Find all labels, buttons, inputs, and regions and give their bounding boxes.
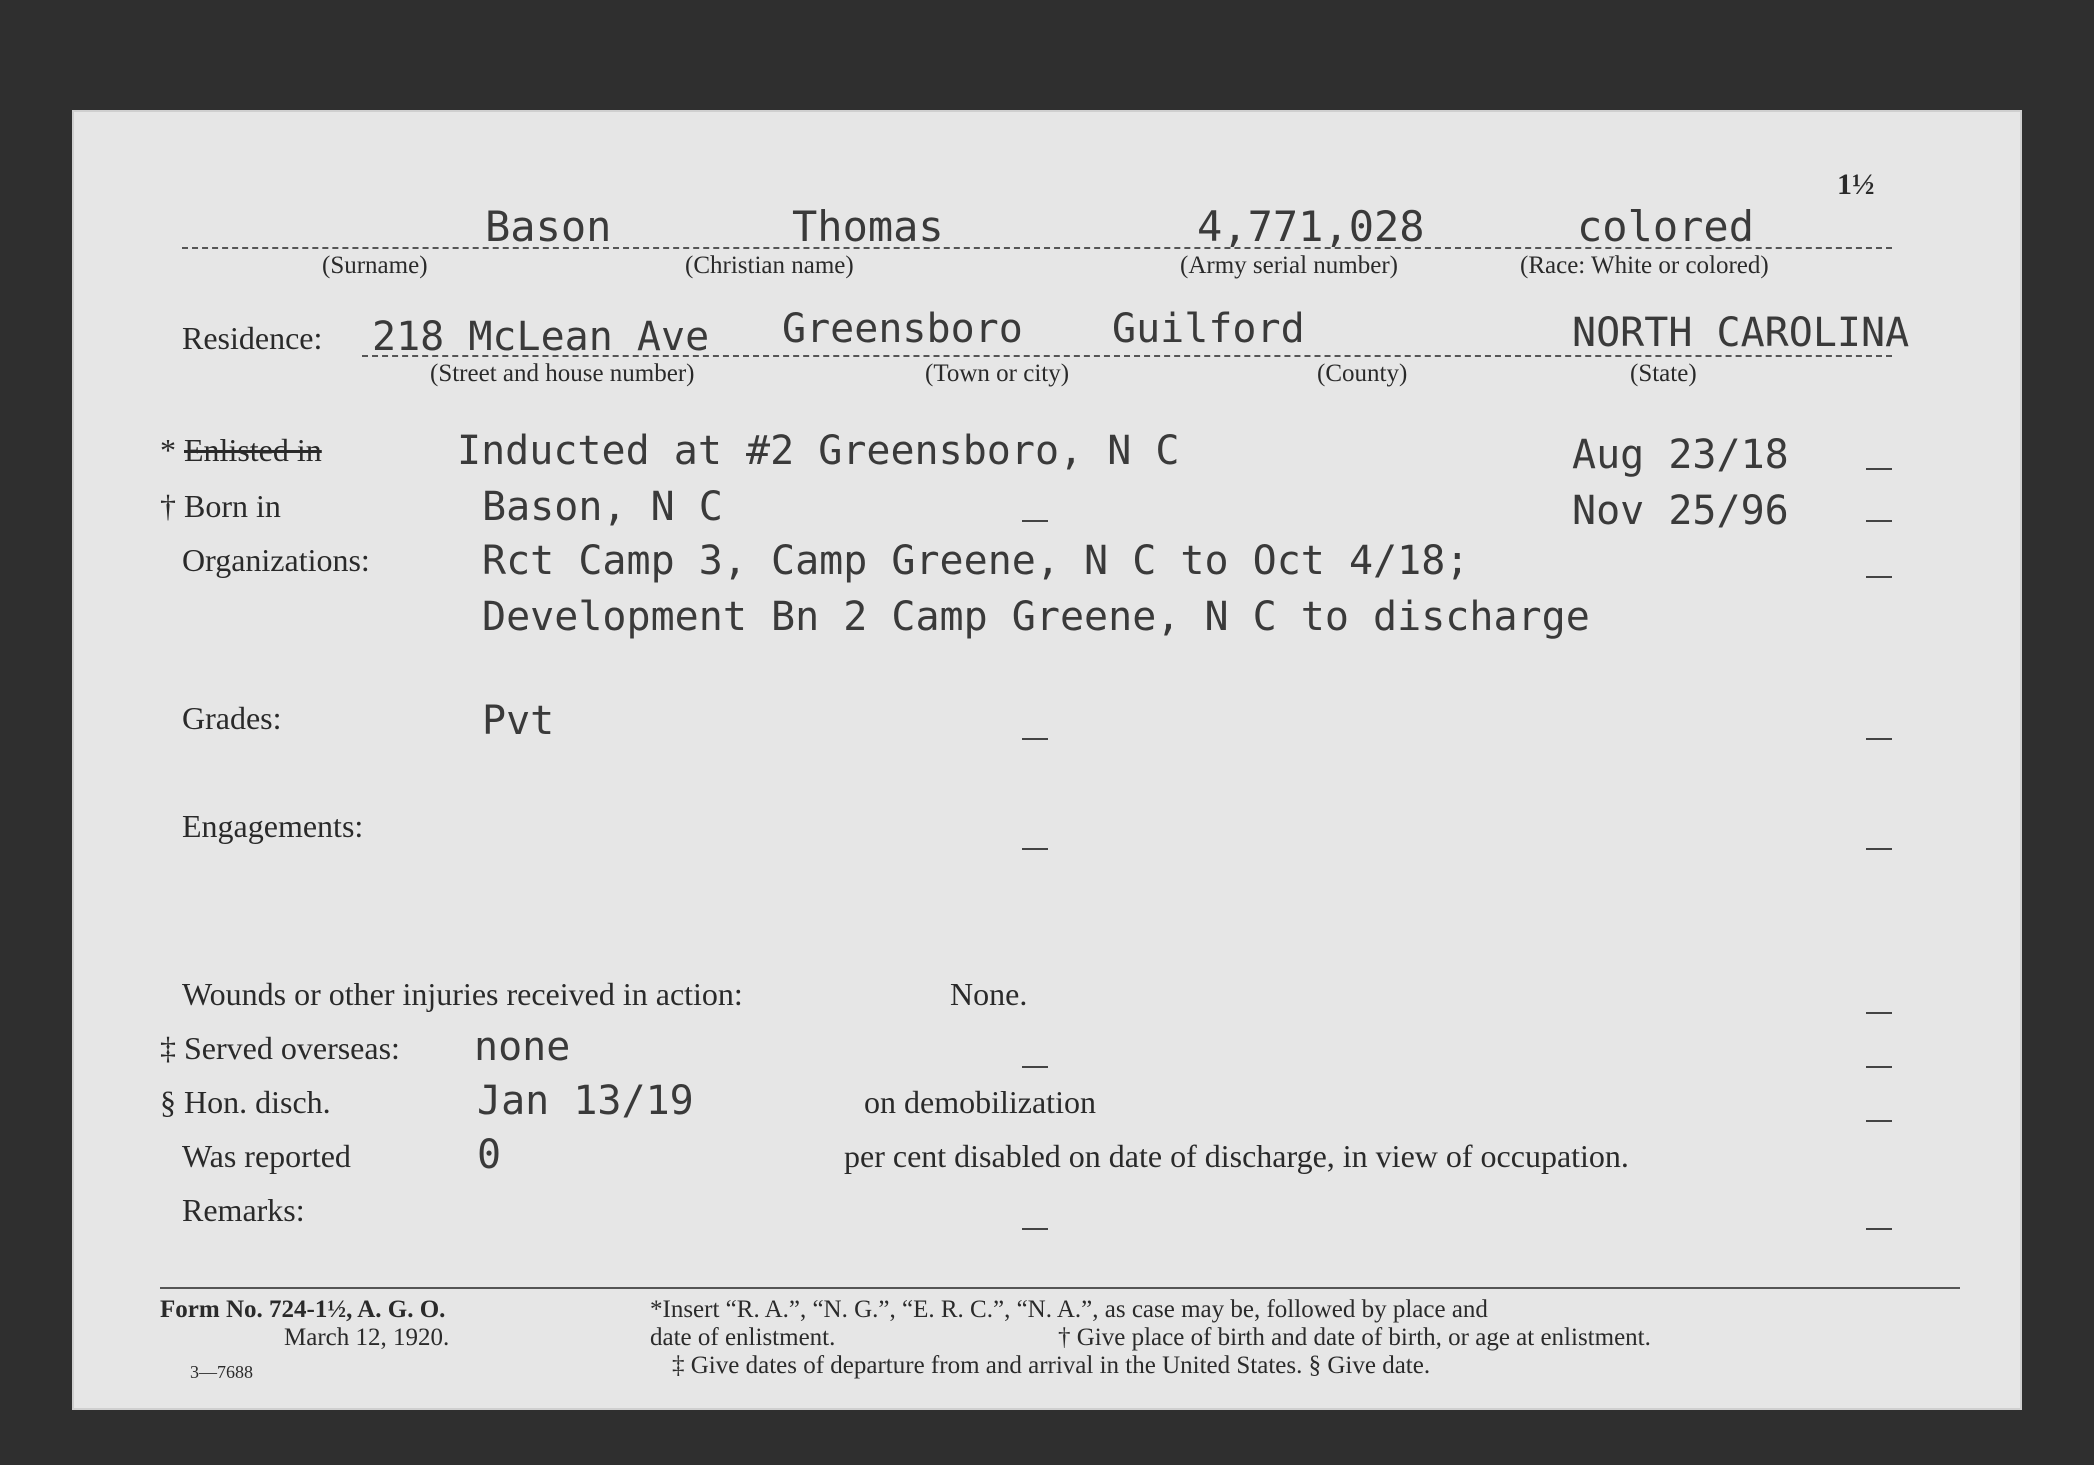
- enlisted-value: Inducted at #2 Greensboro, N C: [457, 428, 1180, 474]
- race-value: colored: [1577, 202, 1755, 251]
- county-value: Guilford: [1112, 306, 1305, 352]
- born-label: Born in: [184, 488, 281, 524]
- overseas-label: Served overseas:: [184, 1030, 400, 1066]
- form-date: March 12, 1920.: [284, 1324, 450, 1351]
- enlisted-mark: *: [160, 432, 176, 468]
- discharge-dash: [1866, 1120, 1892, 1122]
- overseas-value: none: [474, 1024, 571, 1070]
- born-mark: †: [160, 488, 176, 524]
- grades-mid-dash: [1022, 738, 1048, 740]
- street-caption: (Street and house number): [430, 360, 695, 387]
- footnote-overseas-dates: ‡ Give dates of departure from and arrival in the United States. § Give date.: [672, 1352, 1431, 1379]
- grades-label: Grades:: [182, 700, 282, 736]
- born-dash: [1866, 520, 1892, 522]
- reported-value: 0: [477, 1132, 502, 1178]
- form-number: Form No. 724-1½, A. G. O.: [160, 1296, 446, 1323]
- service-record-card: [72, 110, 2022, 1410]
- remarks-mid-dash: [1022, 1228, 1048, 1230]
- remarks-label: Remarks:: [182, 1192, 305, 1228]
- engagements-mid-dash: [1022, 848, 1048, 850]
- christian-name-caption: (Christian name): [685, 252, 854, 279]
- engagements-label: Engagements:: [182, 808, 364, 844]
- surname-caption: (Surname): [322, 252, 428, 279]
- born-value: Bason, N C: [482, 484, 723, 530]
- town-value: Greensboro: [782, 306, 1023, 352]
- serial-number-value: 4,771,028: [1197, 202, 1425, 251]
- discharge-label: Hon. disch.: [184, 1084, 331, 1120]
- footnote-enlistment-cont: date of enlistment.: [650, 1324, 836, 1351]
- print-code: 3—7688: [190, 1362, 253, 1382]
- county-caption: (County): [1317, 360, 1408, 387]
- engagements-dash: [1866, 848, 1892, 850]
- state-value: NORTH CAROLINA: [1572, 310, 1910, 356]
- discharge-note: on demobilization: [864, 1084, 1096, 1120]
- grades-dash: [1866, 738, 1892, 740]
- born-mid-dash: [1022, 520, 1048, 522]
- organizations-line-1: Rct Camp 3, Camp Greene, N C to Oct 4/18;: [482, 538, 1470, 584]
- race-caption: (Race: White or colored): [1520, 252, 1769, 279]
- page-number: 1½: [1837, 168, 1875, 201]
- grades-value: Pvt: [482, 698, 555, 744]
- surname-value: Bason: [485, 202, 612, 251]
- overseas-dash: [1866, 1066, 1892, 1068]
- organizations-line-2: Development Bn 2 Camp Greene, N C to discharge: [482, 594, 1590, 640]
- overseas-mid-dash: [1022, 1066, 1048, 1068]
- organizations-dash: [1866, 576, 1892, 578]
- remarks-dash: [1866, 1228, 1892, 1230]
- discharge-date: Jan 13/19: [477, 1078, 694, 1124]
- serial-number-caption: (Army serial number): [1180, 252, 1398, 279]
- state-caption: (State): [1630, 360, 1697, 387]
- enlisted-date: Aug 23/18: [1572, 432, 1789, 478]
- residence-label: Residence:: [182, 320, 323, 356]
- organizations-label: Organizations:: [182, 542, 370, 578]
- wounds-value: None.: [950, 976, 1028, 1012]
- footnote-enlistment: *Insert “R. A.”, “N. G.”, “E. R. C.”, “N. A.”, as case may be, followed by place and: [650, 1296, 1488, 1323]
- wounds-label: Wounds or other injuries received in action:: [182, 976, 743, 1012]
- enlisted-dash: [1866, 468, 1892, 470]
- reported-note: per cent disabled on date of discharge, in view of occupation.: [844, 1138, 1629, 1174]
- overseas-mark: ‡: [160, 1030, 176, 1066]
- born-date: Nov 25/96: [1572, 488, 1789, 534]
- christian-name-value: Thomas: [792, 202, 944, 251]
- street-value: 218 McLean Ave: [372, 314, 710, 360]
- enlisted-label: Enlisted in: [184, 432, 322, 468]
- discharge-mark: §: [160, 1084, 176, 1120]
- town-caption: (Town or city): [925, 360, 1070, 387]
- wounds-dash: [1866, 1012, 1892, 1014]
- reported-label: Was reported: [182, 1138, 351, 1174]
- footer-rule: [160, 1287, 1960, 1289]
- footnote-birth: † Give place of birth and date of birth, or age at enlistment.: [1058, 1324, 1651, 1351]
